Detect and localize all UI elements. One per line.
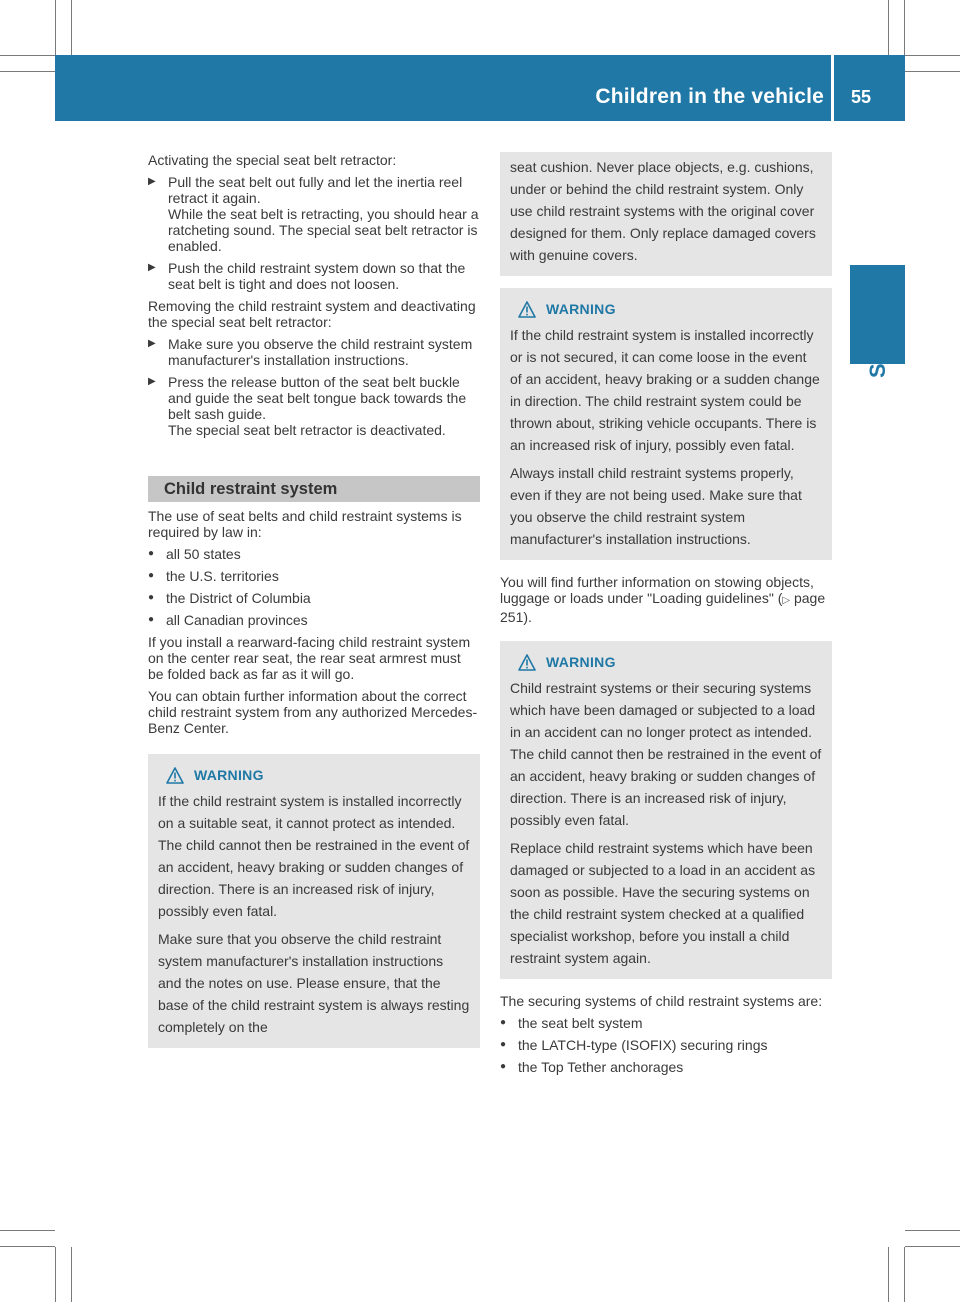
crop-mark — [55, 0, 56, 55]
triangle-right-icon: ▶ — [148, 262, 156, 273]
crop-mark — [55, 1247, 56, 1302]
list-item — [500, 1015, 832, 1031]
crop-mark — [888, 0, 889, 55]
bullet-icon: ● — [148, 548, 155, 559]
step-text: Push the child restraint system down so that the seat belt is tight and does not loosen. — [168, 260, 466, 292]
list-item — [148, 612, 480, 628]
securing-list — [500, 1015, 832, 1075]
right-column — [500, 152, 832, 1075]
left-column — [148, 152, 480, 1048]
intro-remove: Removing the child restraint system and deactivating the special seat belt retractor: — [148, 298, 476, 330]
warning-triangle-icon — [166, 767, 184, 784]
crop-mark — [904, 0, 905, 55]
list-item — [148, 568, 480, 584]
step-text: Press the release button of the seat belt buckle and guide the seat belt tongue back towards the belt sash guide. — [168, 374, 467, 422]
section-tab-label: Safety — [865, 311, 890, 379]
warning-triangle-icon — [518, 301, 536, 318]
list-item — [500, 1059, 832, 1075]
warning-text: Replace child restraint systems which have been damaged or subjected to a load in an accident as soon as possible. Have the securing systems on the child restraint system checked at a qualified specialist workshop, before you install a child restraint system again. — [510, 840, 816, 966]
list-item — [148, 590, 480, 606]
page-number: 55 — [851, 87, 872, 107]
crop-mark — [905, 71, 960, 72]
bullet-icon: ● — [500, 1039, 507, 1050]
triangle-right-icon: ▶ — [148, 338, 156, 349]
warning-text: If the child restraint system is installed incorrectly or is not secured, it can come loose in the event of an accident, heavy braking or a sudden change in direction. The child restraint system could be thrown about, striking vehicle occupants. There is an increased risk of injury, possibly even fatal. — [510, 327, 820, 453]
crop-mark — [905, 1230, 960, 1231]
step-text: Pull the seat belt out fully and let the inertia reel retract it again. — [168, 174, 463, 206]
warning-box — [148, 754, 480, 1048]
list-item-text: the seat belt system — [518, 1015, 643, 1031]
bullet-icon: ● — [148, 592, 155, 603]
stowing-end: ). — [523, 609, 532, 625]
list-item-text: the LATCH-type (ISOFIX) securing rings — [518, 1037, 768, 1053]
list-item-text: all 50 states — [166, 546, 241, 562]
info-note: You can obtain further information about the correct child restraint system from any authorized Mercedes-Benz Center. — [148, 688, 478, 736]
warning-box — [500, 288, 832, 560]
bullet-icon: ● — [148, 570, 155, 581]
law-intro: The use of seat belts and child restraint systems is required by law in: — [148, 508, 462, 540]
warning-box — [500, 641, 832, 979]
warning-continued-box — [500, 152, 832, 276]
warning-text: Always install child restraint systems properly, even if they are not being used. Make sure that you observe the child restraint system manufacturer's installation instructions. — [510, 465, 802, 547]
warning-text: Make sure that you observe the child restraint system manufacturer's installation instructions and the notes on use. Please ensure, that the base of the child restraint system is always resting completely on the — [158, 931, 470, 1035]
list-item-text: all Canadian provinces — [166, 612, 308, 628]
crop-mark — [71, 1247, 72, 1302]
warning-title: WARNING — [194, 767, 264, 783]
page-title: Children in the vehicle — [595, 85, 824, 108]
list-item — [148, 546, 480, 562]
stowing-text: You will find further information on stowing objects, luggage or loads under "Loading guidelines" ( — [500, 574, 814, 606]
warning-text: Child restraint systems or their securing systems which have been damaged or subjected to a load in an accident can no longer protect as intended. The child cannot then be restrained in the event of an accident, heavy braking or sudden changes of direction. There is an increased risk of injury, possibly even fatal. — [510, 680, 822, 828]
list-item-text: the District of Columbia — [166, 590, 311, 606]
header-divider — [831, 55, 834, 121]
step-result: The special seat belt retractor is deactivated. — [168, 422, 446, 438]
step-text: Make sure you observe the child restraint system manufacturer's installation instructions. — [168, 336, 473, 368]
step-result: While the seat belt is retracting, you should hear a ratcheting sound. The special seat belt retractor is enabled. — [168, 206, 479, 254]
crop-mark — [0, 55, 55, 56]
intro-activate: Activating the special seat belt retractor: — [148, 152, 397, 168]
page-reference-link[interactable]: page 251 — [500, 590, 826, 625]
instruction-step — [148, 260, 480, 292]
section-heading: Child restraint system — [148, 476, 480, 502]
warning-title: WARNING — [546, 654, 616, 670]
bullet-icon: ● — [148, 614, 155, 625]
stowing-note — [500, 574, 832, 625]
securing-intro: The securing systems of child restraint systems are: — [500, 993, 823, 1009]
list-item-text: the U.S. territories — [166, 568, 279, 584]
crop-mark — [888, 1247, 889, 1302]
crop-mark — [904, 1247, 905, 1302]
law-list — [148, 546, 480, 628]
rearward-note: If you install a rearward-facing child restraint system on the center rear seat, the rear seat armrest must be folded back as far as it will go. — [148, 634, 471, 682]
crop-mark — [905, 55, 960, 56]
crop-mark — [0, 1246, 55, 1247]
warning-text: If the child restraint system is installed incorrectly on a suitable seat, it cannot protect as intended. The child cannot then be restrained in the event of an accident, heavy braking or sudden changes of direction. There is an increased risk of injury, possibly even fatal. — [158, 793, 470, 919]
page-ref-arrow-icon: ▷ — [782, 595, 791, 606]
bullet-icon: ● — [500, 1061, 507, 1072]
instruction-step — [148, 336, 480, 368]
warning-header — [166, 764, 470, 786]
instruction-step — [148, 374, 480, 438]
bullet-icon: ● — [500, 1017, 507, 1028]
crop-mark — [0, 1230, 55, 1231]
crop-mark — [905, 1246, 960, 1247]
warning-triangle-icon — [518, 654, 536, 671]
instruction-step — [148, 174, 480, 254]
warning-title: WARNING — [546, 301, 616, 317]
list-item — [500, 1037, 832, 1053]
warning-text: seat cushion. Never place objects, e.g. cushions, under or behind the child restraint system. Only use child restraint systems with the original cover designed for them. Only replace damaged covers with genuine covers. — [510, 159, 816, 263]
triangle-right-icon: ▶ — [148, 176, 156, 187]
crop-mark — [71, 0, 72, 55]
warning-header — [518, 651, 822, 673]
warning-header — [518, 298, 822, 320]
crop-mark — [0, 71, 55, 72]
list-item-text: the Top Tether anchorages — [518, 1059, 684, 1075]
triangle-right-icon: ▶ — [148, 376, 156, 387]
